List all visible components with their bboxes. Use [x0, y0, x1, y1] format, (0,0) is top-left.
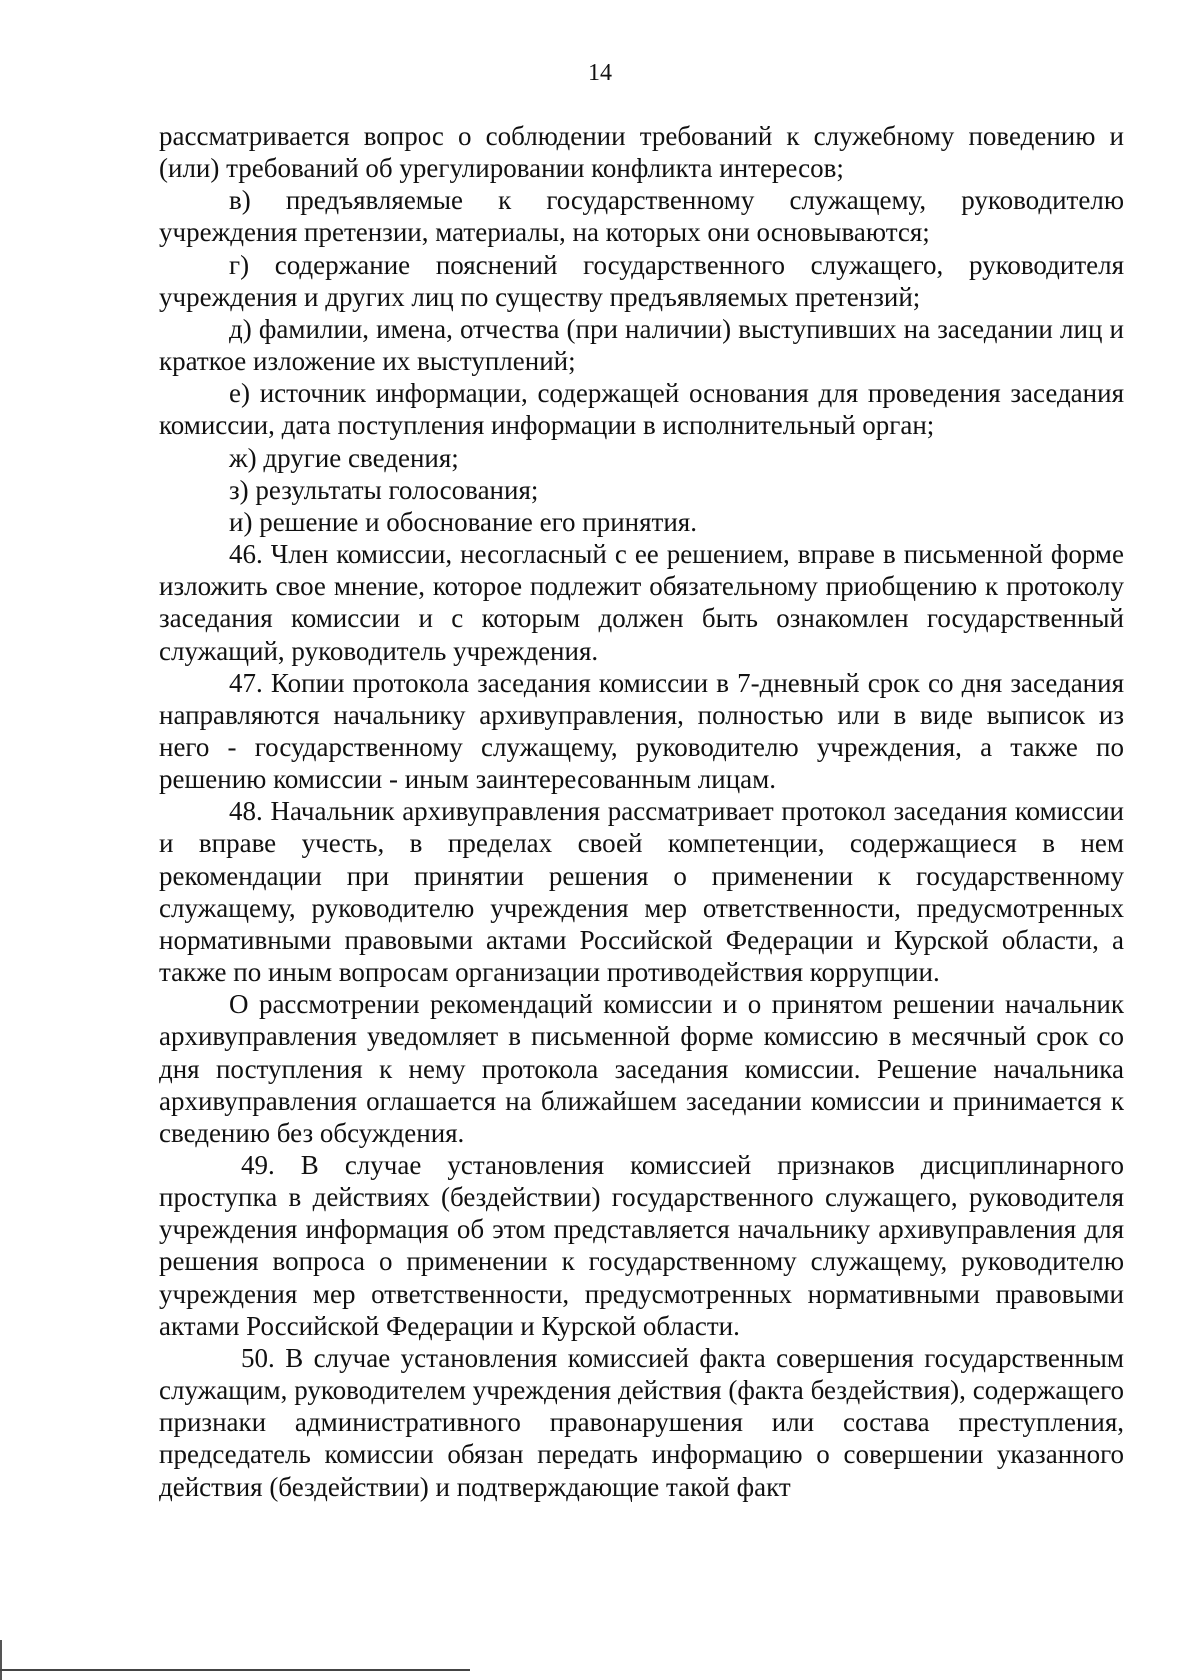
scan-bottom-line [0, 1669, 470, 1671]
paragraph-item-zh: ж) другие сведения; [229, 442, 459, 473]
paragraph-continuation: рассматривается вопрос о соблюдении требований к служебному поведению и (или) требований об урегулировании конфликта интересов; [159, 121, 1124, 184]
paragraph-item-i: и) решение и обоснование его принятия. [229, 506, 697, 537]
paragraph-item-v: в) предъявляемые к государственному служащему, руководителю учреждения претензии, материалы, на которых они основываются; [159, 185, 1124, 248]
paragraph-48-continued: О рассмотрении рекомендаций комиссии и о принятом решении начальник архивуправления уведомляет в письменной форме комиссию в месячный срок со дня поступления к нему протокола заседания комиссии. Решение начальника архивуправления оглашается на ближайшем заседании комиссии и принимается к сведению без обсуждения. [159, 989, 1124, 1148]
paragraph-48: 48. Начальник архивуправления рассматривает протокол заседания комиссии и вправе учесть, в пределах своей компетенции, содержащиеся в нем рекомендации при принятии решения о применении к государственному служащему, руководителю учреждения мер ответственности, предусмотренных нормативными правовыми актами Российской Федерации и Курской области, а также по иным вопросам организации противодействия коррупции. [159, 796, 1124, 988]
scan-edge-mark [0, 1640, 2, 1680]
paragraph-50: 50. В случае установления комиссией факта совершения государственным служащим, руководителем учреждения действия (факта бездействия), содержащего признаки административного правонарушения или состава преступления, председатель комиссии обязан передать информацию о совершении указанного действия (бездействии) и подтверждающие такой факт [159, 1342, 1124, 1502]
paragraph-47: 47. Копии протокола заседания комиссии в 7-дневный срок со дня заседания направляются начальнику архивуправления, полностью или в виде выписок из него - государственному служащему, руководителю учреждения, а также по решению комиссии - иным заинтересованным лицам. [159, 667, 1124, 795]
page-number: 14 [588, 60, 612, 86]
document-body [159, 120, 1124, 1503]
paragraph-item-e: е) источник информации, содержащей основания для проведения заседания комиссии, дата поступления информации в исполнительный орган; [159, 378, 1124, 441]
paragraph-item-g: г) содержание пояснений государственного служащего, руководителя учреждения и других лиц по существу предъявляемых претензий; [159, 249, 1124, 312]
paragraph-49: 49. В случае установления комиссией признаков дисциплинарного проступка в действиях (бездействии) государственного служащего, руководителя учреждения информация об этом представляется начальнику архивуправления для решения вопроса о применении к государственному служащему, руководителю учреждения мер ответственности, предусмотренных нормативными правовыми актами Российской Федерации и Курской области. [159, 1150, 1124, 1341]
paragraph-item-z: з) результаты голосования; [229, 474, 539, 505]
paragraph-item-d: д) фамилии, имена, отчества (при наличии) выступивших на заседании лиц и краткое изложение их выступлений; [159, 313, 1124, 377]
paragraph-46: 46. Член комиссии, несогласный с ее решением, вправе в письменной форме изложить свое мнение, которое подлежит обязательному приобщению к протоколу заседания комиссии и с которым должен быть ознакомлен государственный служащий, руководитель учреждения. [159, 539, 1124, 666]
